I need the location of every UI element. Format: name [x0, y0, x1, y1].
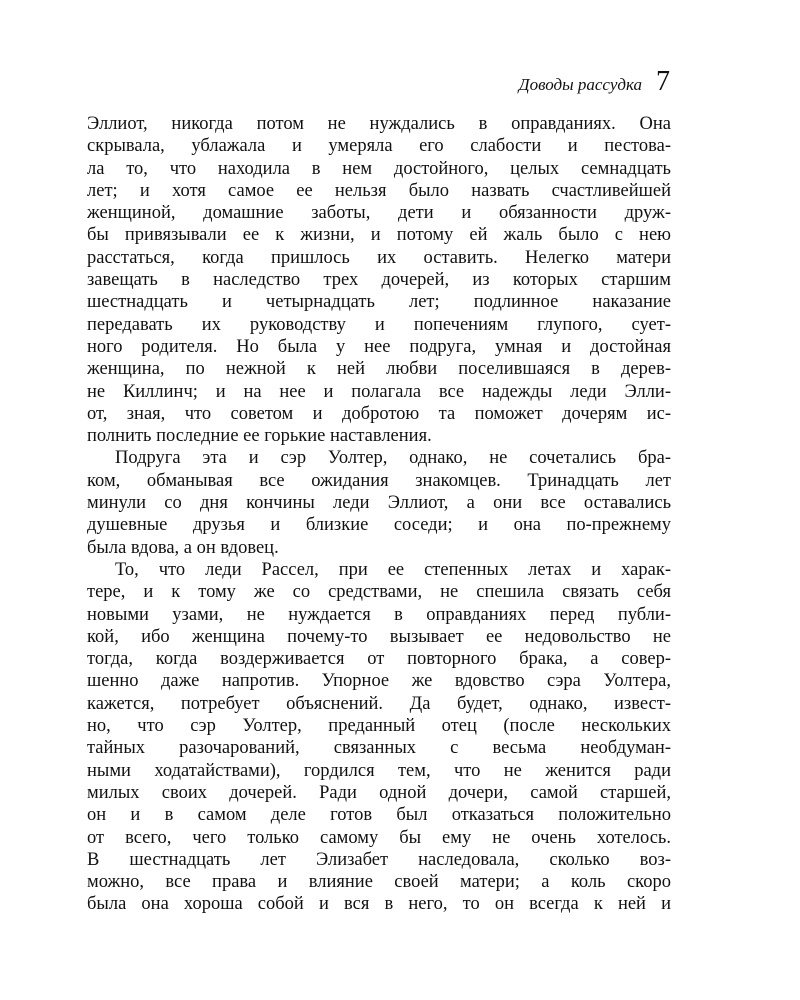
- text-line: ными ходатайствами), гордился тем, что не женится ради: [87, 760, 671, 781]
- text-line: В шестнадцать лет Элизабет наследовала, сколько воз-: [87, 849, 671, 870]
- text-line: скрывала, ублажала и умеряла его слабости и пестова-: [87, 136, 671, 157]
- text-line: бы привязывали ее к жизни, и потому ей жаль было с нею: [87, 225, 671, 246]
- text-line: расстаться, когда пришлось их оставить. Нелегко матери: [87, 247, 671, 268]
- text-line: передавать их руководству и попечениям глупого, сует-: [87, 314, 671, 335]
- text-line: полнить последние ее горькие наставления.: [87, 426, 432, 447]
- text-line: от, зная, что советом и добротою та поможет дочерям ис-: [87, 403, 671, 424]
- text-line: То, что леди Рассел, при ее степенных летах и харак-: [115, 559, 671, 580]
- text-line: женщиной, домашние заботы, дети и обязанности друж-: [87, 203, 671, 224]
- text-line: лет; и хотя самое ее нельзя было назвать счастливейшей: [87, 180, 671, 201]
- running-title: Доводы рассудка: [518, 75, 642, 94]
- text-line: тайных разочарований, связанных с весьма необдуман-: [87, 738, 671, 759]
- text-line: женщина, по нежной к ней любви поселившаяся в дерев-: [87, 359, 671, 380]
- text-line: новыми узами, не нуждается в оправданиях перед публи-: [87, 604, 671, 625]
- text-line: Подруга эта и сэр Уолтер, однако, не сочетались бра-: [115, 448, 671, 469]
- text-line: Эллиот, никогда потом не нуждались в оправданиях. Она: [87, 114, 671, 134]
- text-line: тере, и к тому же со средствами, не спешила связать себя: [87, 582, 671, 603]
- text-line: шенно даже напротив. Упорное же вдовство сэра Уолтера,: [87, 671, 671, 692]
- text-line: можно, все права и влияние своей матери; а коль скоро: [87, 872, 671, 893]
- text-line: минули со дня кончины леди Эллиот, а они все оставались: [87, 493, 671, 514]
- text-line: тогда, когда воздерживается от повторного брака, а совер-: [87, 649, 671, 670]
- text-line: ла то, что находила в нем достойного, целых семнадцать: [87, 158, 671, 179]
- text-line: но, что сэр Уолтер, преданный отец (после нескольких: [87, 716, 671, 737]
- text-line: кажется, потребует объяснений. Да будет, однако, извест-: [87, 693, 671, 714]
- body-text: [87, 113, 671, 916]
- running-header: [519, 66, 670, 98]
- text-line: ного родителя. Но была у нее подруга, умная и достойная: [87, 336, 671, 357]
- page-number: 7: [656, 66, 670, 97]
- text-line: душевные друзья и близкие соседи; и она по-прежнему: [87, 515, 671, 536]
- text-line: была вдова, а он вдовец.: [87, 537, 279, 558]
- text-line: шестнадцать и четырнадцать лет; подлинное наказание: [87, 292, 671, 313]
- text-line: завещать в наследство трех дочерей, из которых старшим: [87, 270, 671, 291]
- text-line: не Киллинч; и на нее и полагала все надежды леди Элли-: [87, 381, 671, 402]
- text-line: кой, ибо женщина почему-то вызывает ее недовольство не: [87, 626, 671, 647]
- text-line: милых своих дочерей. Ради одной дочери, самой старшей,: [87, 782, 671, 803]
- text-line: он и в самом деле готов был отказаться положительно: [87, 805, 671, 826]
- text-line: от всего, чего только самому бы ему не очень хотелось.: [87, 827, 671, 848]
- text-line: была она хороша собой и вся в него, то он всегда к ней и: [87, 894, 671, 915]
- text-line: ком, обманывая все ожидания знакомцев. Тринадцать лет: [87, 470, 671, 491]
